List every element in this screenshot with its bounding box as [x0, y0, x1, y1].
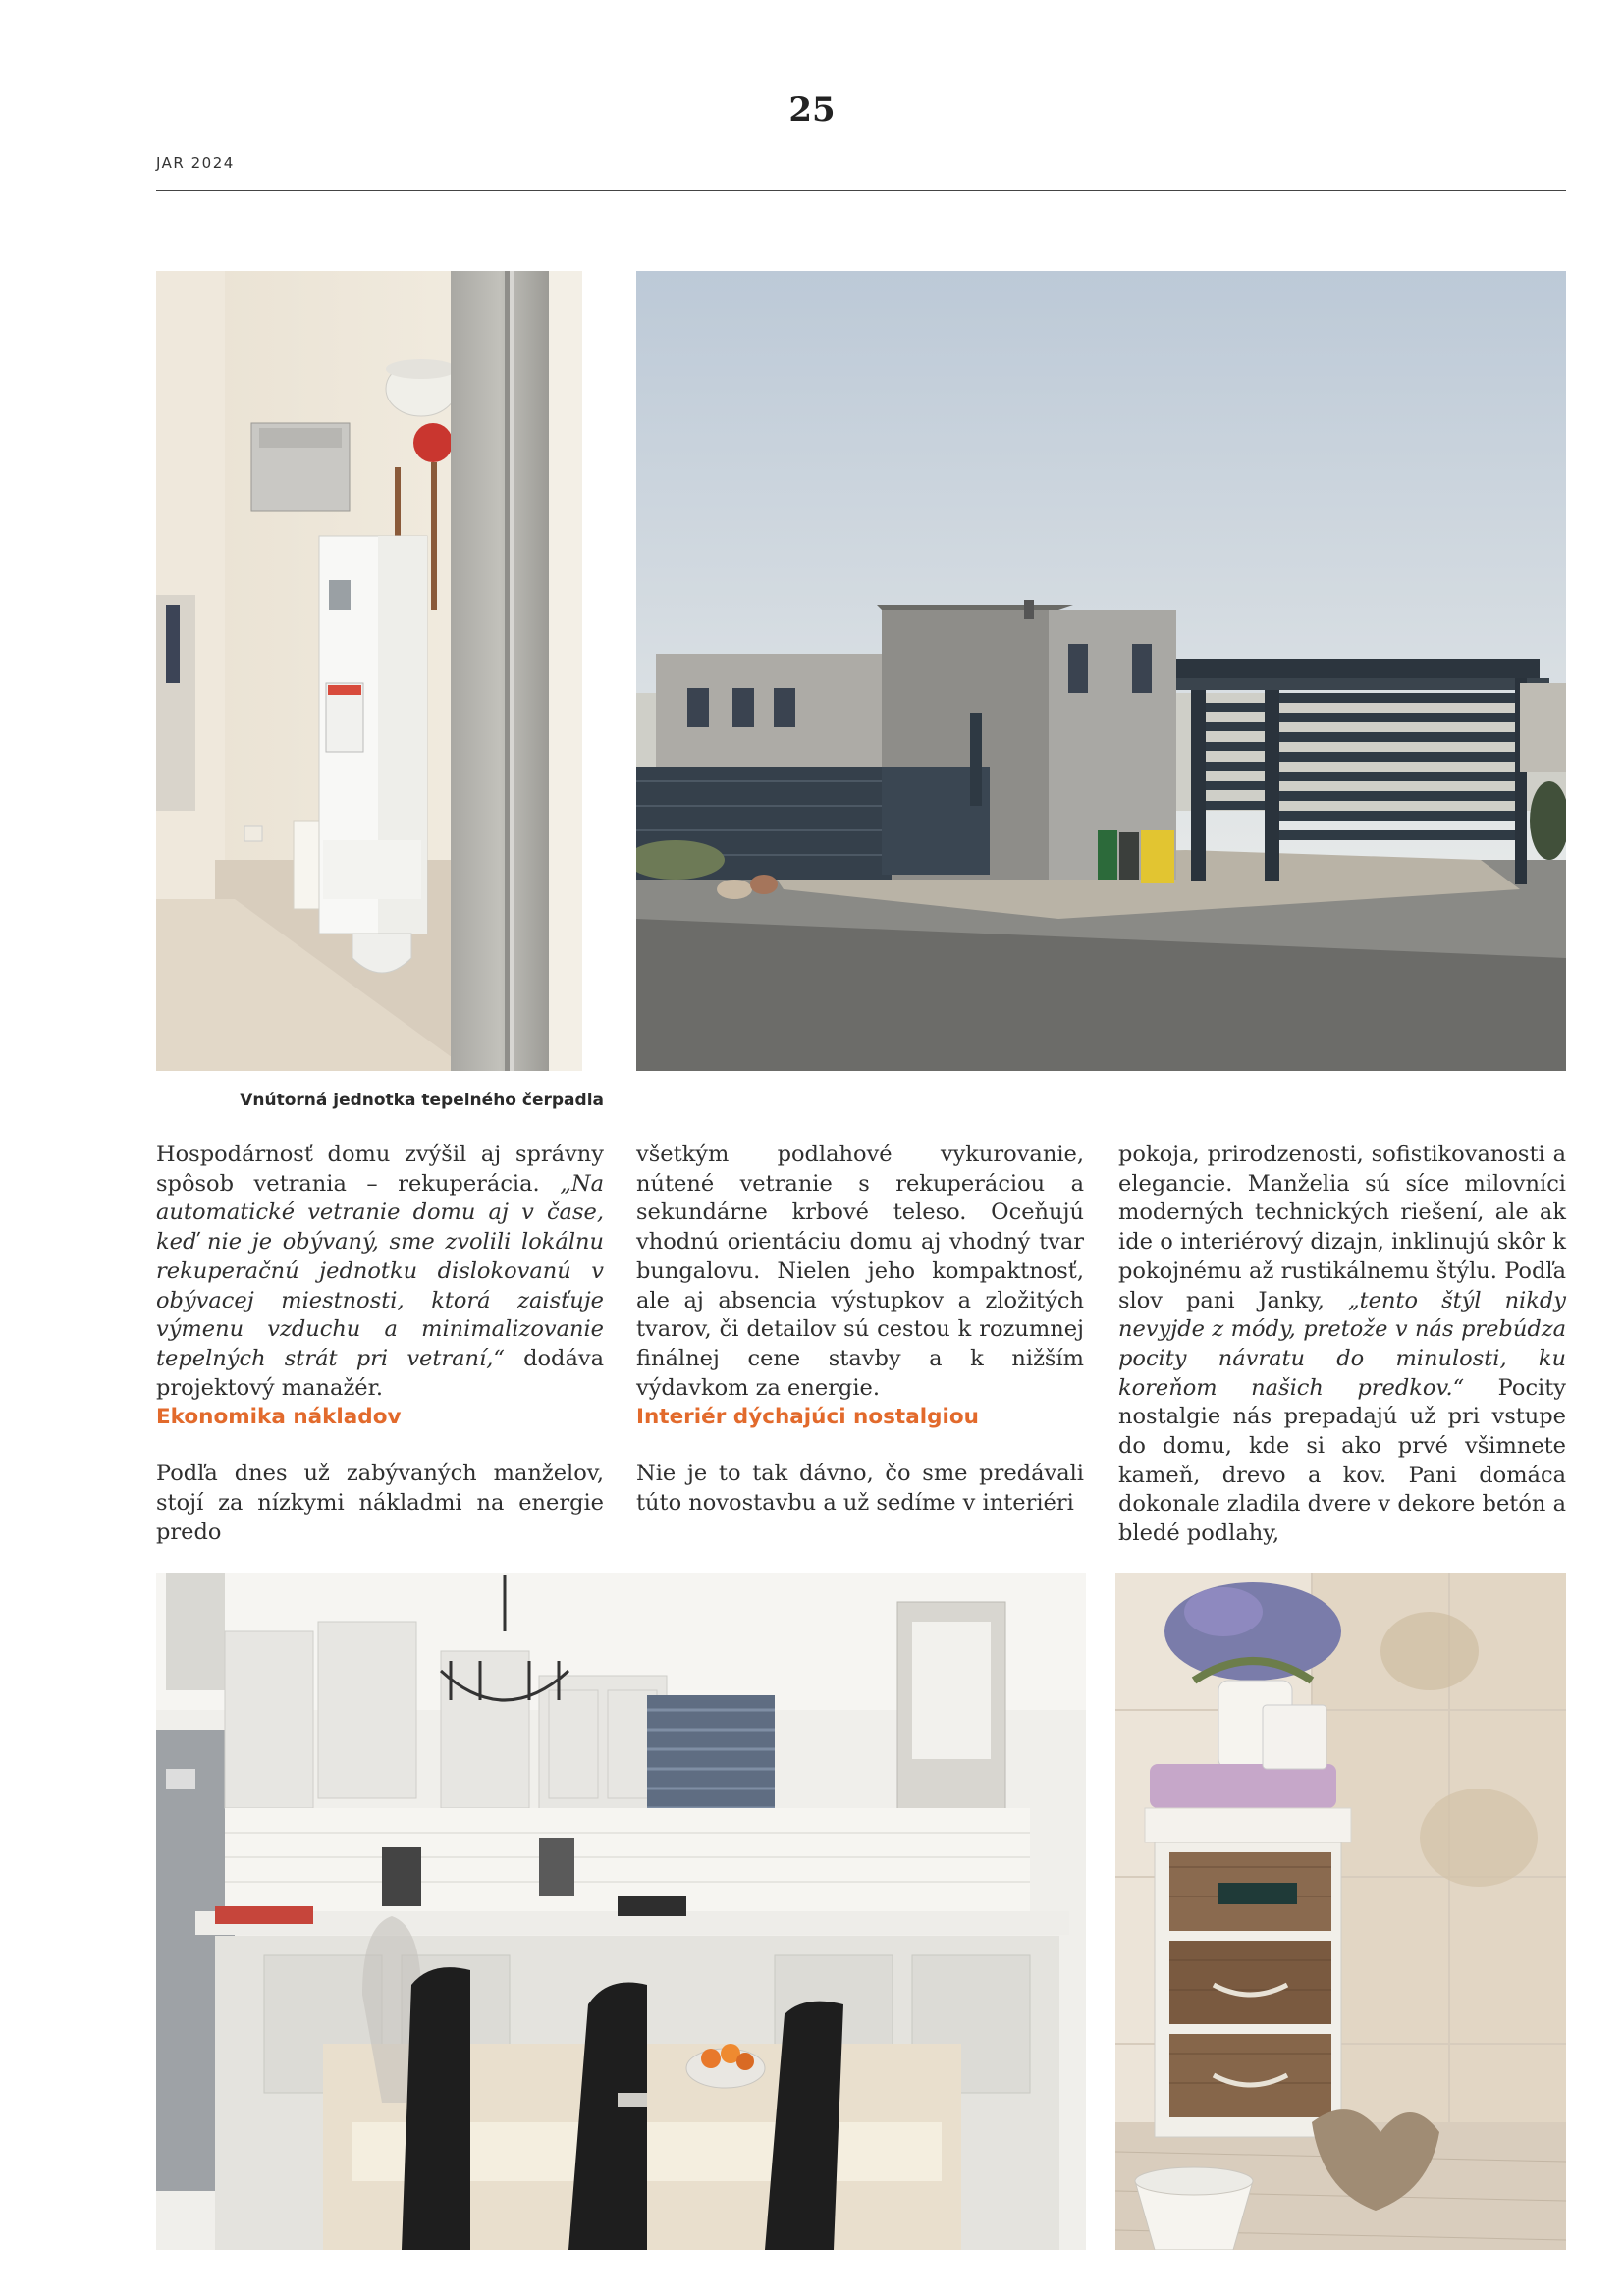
- kitchen-photo: [156, 1573, 1086, 2250]
- heat-pump-photo: [156, 271, 604, 1071]
- paragraph: všetkým podlahové vykurovanie, nútené vetranie s rekuperáciou a sekundárne krbové teleso. Oceňujú vhodnú orientáciu domu aj vhodný tvar bungalovu. Nielen jeho kompaktnosť, ale aj absencia výstupkov a zložitých tvarov, či detailov sú cestou k rozumnej finálnej cene stavby a k nižším výdavkom za energie.: [636, 1142, 1084, 1401]
- paragraph: Podľa dnes už zabývaných manželov, stojí za nízkymi nákladmi na energie predo: [156, 1461, 604, 1545]
- article-column-2: [636, 1141, 1084, 1519]
- article-column-3: [1118, 1141, 1566, 1549]
- issue-label: JAR 2024: [156, 154, 235, 172]
- header-rule: [156, 190, 1566, 191]
- paragraph: Hospodárnosť domu zvýšil aj správny spôsob vetrania – rekuperácia. „Na automatické vetranie domu aj v čase, keď nie je obývaný, sme zvolili lokálnu rekuperačnú jednotku dislokovanú v obývacej miestnosti, ktorá zaisťuje výmenu vzduchu a minimalizovanie tepelných strát pri vetraní,“ dodáva projektový manažér.: [156, 1142, 604, 1401]
- paragraph: pokoja, prirodzenosti, sofistikovanosti a elegancie. Manželia sú síce milovníci moderných technických riešení, ale ak ide o interiérový dizajn, inklinujú skôr k pokojnému až rustikálnemu štýlu. Podľa slov pani Janky, „tento štýl nikdy nevyjde z módy, pretože v nás prebúdza pocity návratu do minulosti, ku koreňom našich predkov.“ Pocity nostalgie nás prepadajú už pri vstupe do domu, kde si ako prvé všimnete kameň, drevo a kov. Pani domáca dokonale zladila dvere v dekore betón a bledé podlahy,: [1118, 1142, 1567, 1547]
- page-number: 25: [788, 90, 836, 130]
- article-column-1: [156, 1141, 604, 1547]
- photo-caption: Vnútorná jednotka tepelného čerpadla: [240, 1091, 604, 1110]
- bathroom-decor-photo: [1115, 1573, 1566, 2250]
- paragraph: Nie je to tak dávno, čo sme predávali túto novostavbu a už sedíme v interiéri: [636, 1461, 1084, 1517]
- section-heading: Interiér dýchajúci nostalgiou: [636, 1405, 979, 1430]
- bungalow-exterior-photo: [636, 271, 1566, 1071]
- section-heading: Ekonomika nákladov: [156, 1405, 402, 1430]
